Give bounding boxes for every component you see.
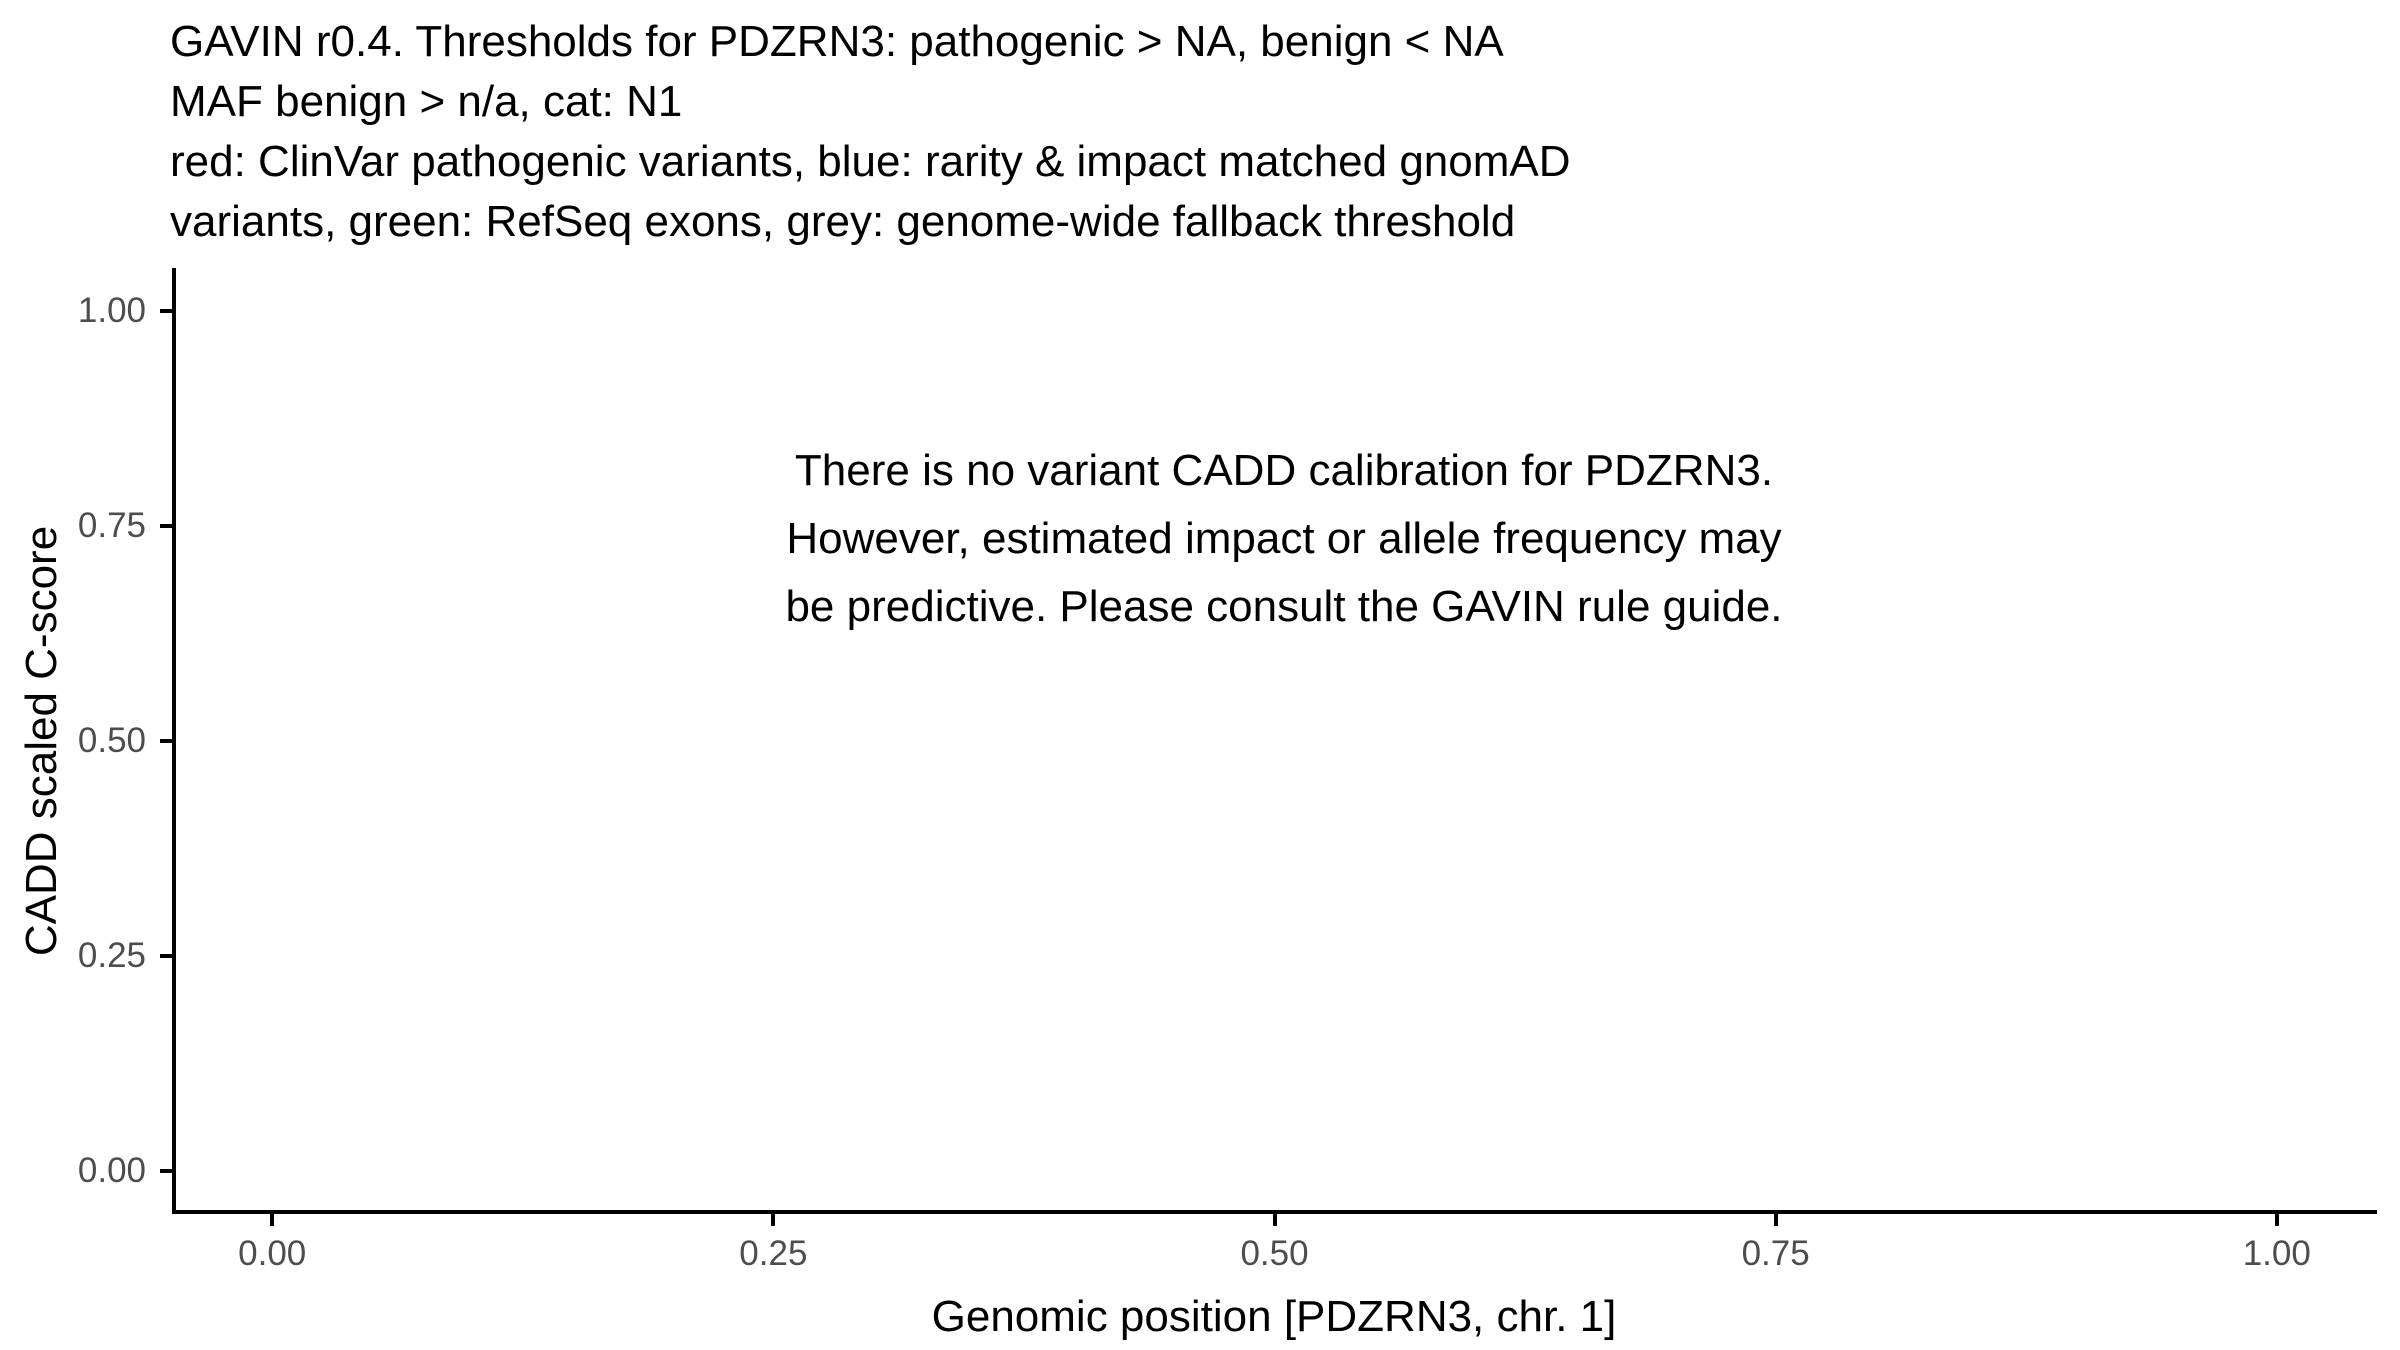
x-tick-mark [2275,1214,2279,1226]
chart-title-line-3: red: ClinVar pathogenic variants, blue: rarity & impact matched gnomAD [170,137,1571,186]
x-tick-mark [270,1214,274,1226]
annotation-text [785,437,1782,641]
x-tick-label: 1.00 [2242,1234,2311,1273]
x-tick-label: 0.50 [1240,1234,1309,1273]
y-tick-mark [160,1169,172,1173]
y-axis-title: CADD scaled C-score [17,525,66,957]
x-tick-mark [1273,1214,1277,1226]
x-tick-label: 0.75 [1741,1234,1810,1273]
chart-title-line-2: MAF benign > n/a, cat: N1 [170,77,683,126]
plot-panel [172,268,2377,1214]
x-tick-mark [771,1214,775,1226]
chart-title [170,12,1571,252]
y-tick-label: 0.00 [77,1151,146,1190]
y-tick-label: 0.25 [77,936,146,975]
y-tick-label: 1.00 [77,291,146,330]
x-tick-label: 0.25 [739,1234,808,1273]
annotation-line-3: be predictive. Please consult the GAVIN rule guide. [785,582,1783,631]
y-tick-label: 0.75 [77,506,146,545]
x-tick-mark [1774,1214,1778,1226]
annotation-line-1: There is no variant CADD calibration for PDZRN3. [794,446,1774,495]
x-axis-title: Genomic position [PDZRN3, chr. 1] [931,1292,1617,1341]
x-tick-label: 0.00 [238,1234,307,1273]
x-axis-ticks [172,1214,2377,1284]
y-tick-mark [160,954,172,958]
y-tick-mark [160,309,172,313]
y-tick-mark [160,739,172,743]
y-tick-mark [160,524,172,528]
annotation-line-2: However, estimated impact or allele frequency may [786,514,1782,563]
chart-title-line-1: GAVIN r0.4. Thresholds for PDZRN3: pathogenic > NA, benign < NA [170,17,1504,66]
y-tick-label: 0.50 [77,721,146,760]
chart-title-line-4: variants, green: RefSeq exons, grey: genome-wide fallback threshold [170,197,1516,246]
